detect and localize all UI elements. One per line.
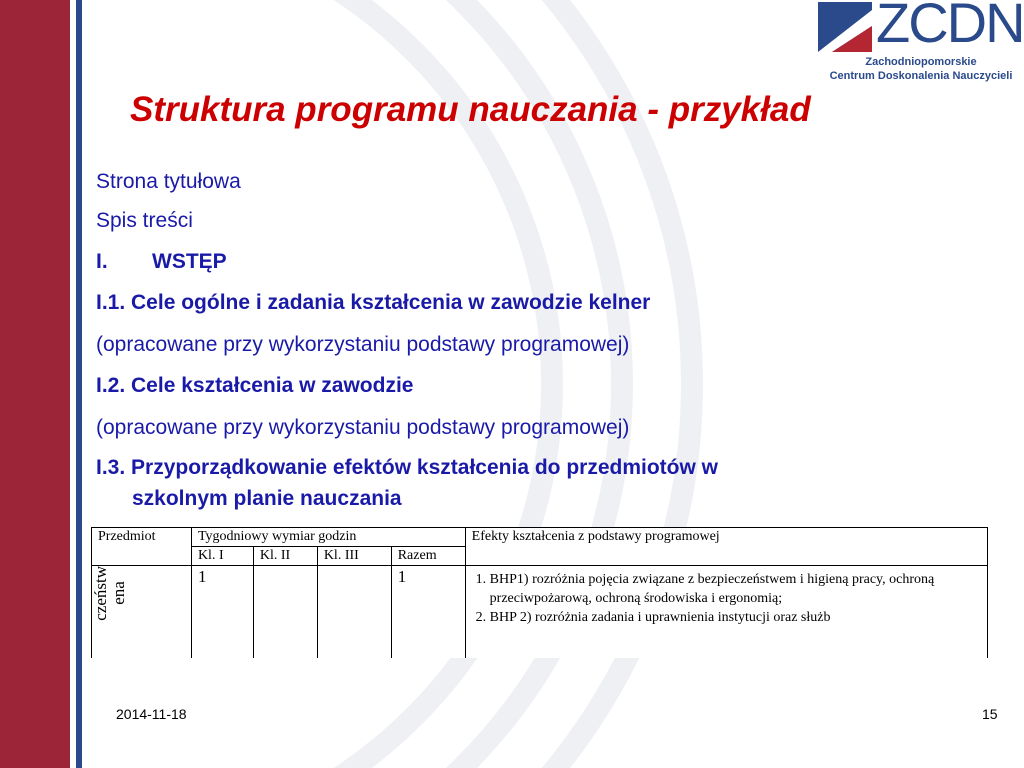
header-class-2: Kl. II xyxy=(253,547,317,566)
header-subject: Przedmiot xyxy=(92,528,192,566)
header-class-3: Kl. III xyxy=(317,547,391,566)
row-class-1: 1 xyxy=(191,566,253,659)
line-section-1-2: I.2. Cele kształcenia w zawodzie xyxy=(96,374,414,397)
header-learning-effects: Efekty kształcenia z podstawy programowej xyxy=(465,528,987,566)
line-title-page: Strona tytułowa xyxy=(96,170,241,193)
row-subject-part-1: czeństw xyxy=(91,566,110,621)
row-total: 1 xyxy=(391,566,465,659)
line-note-1: (opracowane przy wykorzystaniu podstawy programowej) xyxy=(96,333,630,356)
logo-mark-icon xyxy=(818,2,872,52)
logo-subtitle-1: Zachodniopomorskie xyxy=(865,56,977,68)
line-section-1-3a: I.3. Przyporządkowanie efektów kształcenia do przedmiotów w xyxy=(96,456,718,479)
row-class-3 xyxy=(317,566,391,659)
line-table-of-contents: Spis treści xyxy=(96,209,193,232)
line-introduction xyxy=(96,250,227,274)
line-section-1-1: I.1. Cele ogólne i zadania kształcenia w zawodzie kelner xyxy=(96,291,651,314)
line-note-2: (opracowane przy wykorzystaniu podstawy programowej) xyxy=(96,416,630,439)
line-section-1-3b: szkolnym planie nauczania xyxy=(132,487,402,510)
effects-list xyxy=(472,570,981,627)
introduction-label: WSTĘP xyxy=(152,250,227,273)
effects-table xyxy=(91,527,988,658)
footer-page-number: 15 xyxy=(982,706,998,722)
row-subject-text xyxy=(92,566,128,627)
slide-title: Struktura programu nauczania - przykład xyxy=(130,90,811,129)
introduction-number: I. xyxy=(96,250,108,273)
zcdn-logo xyxy=(818,0,1024,90)
header-class-1: Kl. I xyxy=(191,547,253,566)
header-weekly-hours: Tygodniowy wymiar godzin xyxy=(191,528,465,547)
logo-name: ZCDN xyxy=(876,0,1024,54)
effect-item-1: 1. BHP1) rozróżnia pojęcia związane z bezpieczeństwem i higieną pracy, ochroną przeciwpożarową, ochroną środowiska i ergonomią; xyxy=(490,570,981,608)
table-header-row xyxy=(92,528,988,547)
footer-date: 2014-11-18 xyxy=(116,706,187,722)
table-clip xyxy=(88,527,992,658)
header-total: Razem xyxy=(391,547,465,566)
row-effects-cell xyxy=(465,566,987,659)
effect-item-2: 2. BHP 2) rozróżnia zadania i uprawnienia instytucji oraz służb xyxy=(490,608,981,627)
left-accent-band xyxy=(0,0,70,768)
left-accent-line xyxy=(76,0,82,768)
logo-subtitle-2: Centrum Doskonalenia Nauczycieli xyxy=(829,70,1013,82)
row-subject-part-2: ena xyxy=(109,581,128,606)
table-row xyxy=(92,566,988,659)
row-subject-cell xyxy=(92,566,192,659)
row-class-2 xyxy=(253,566,317,659)
